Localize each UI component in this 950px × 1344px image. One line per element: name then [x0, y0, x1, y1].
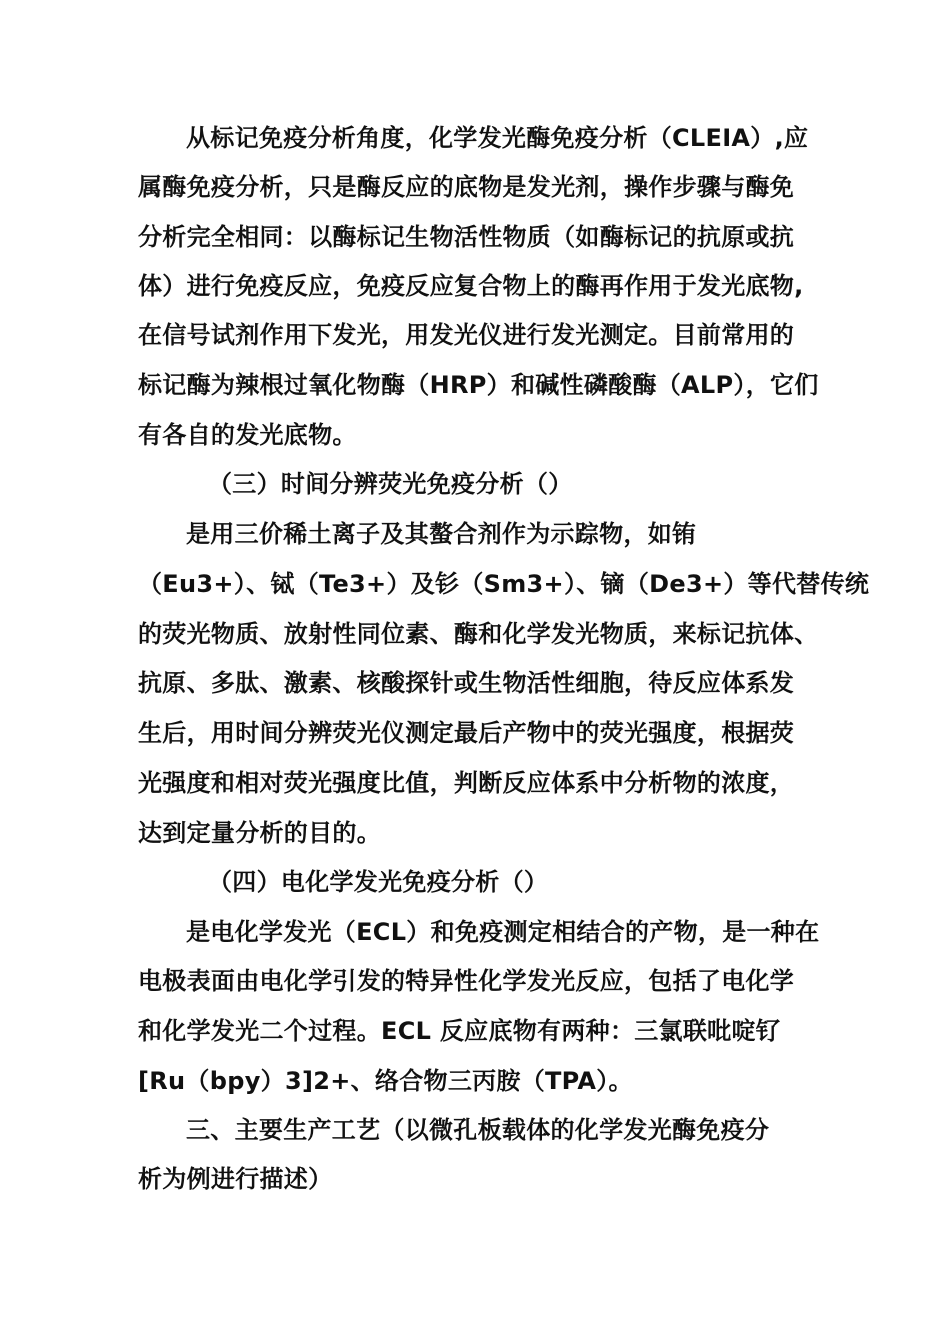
section-heading: （三）时间分辨荧光免疫分析（）	[208, 470, 573, 498]
paragraph-line: 在信号试剂作用下发光，用发光仪进行发光测定。目前常用的	[138, 321, 795, 349]
paragraph-line: 的荧光物质、放射性同位素、酶和化学发光物质，来标记抗体、	[138, 620, 819, 648]
paragraph-line: 分析完全相同：以酶标记生物活性物质（如酶标记的抗原或抗	[138, 223, 795, 251]
paragraph-line: 抗原、多肽、激素、核酸探针或生物活性细胞，待反应体系发	[138, 669, 795, 697]
paragraph-line: 体）进行免疫反应，免疫反应复合物上的酶再作用于发光底物,	[138, 272, 804, 300]
paragraph-line: 和化学发光二个过程。ECL 反应底物有两种：三氯联吡啶钌	[138, 1017, 781, 1045]
paragraph-line: 标记酶为辣根过氧化物酶（HRP）和碱性磷酸酶（ALP），它们	[138, 371, 819, 399]
section-heading: 三、主要生产工艺（以微孔板载体的化学发光酶免疫分	[186, 1116, 770, 1144]
paragraph-line: 光强度和相对荧光强度比值，判断反应体系中分析物的浓度，	[138, 769, 795, 797]
paragraph-line: [Ru（bpy）3]2+、络合物三丙胺（TPA）。	[138, 1067, 633, 1095]
paragraph-line: 有各自的发光底物。	[138, 421, 357, 449]
paragraph-line: 是电化学发光（ECL）和免疫测定相结合的产物，是一种在	[186, 918, 820, 946]
paragraph-line: 析为例进行描述）	[138, 1165, 333, 1193]
paragraph-line: 生后，用时间分辨荧光仪测定最后产物中的荧光强度，根据荧	[138, 719, 795, 747]
paragraph-line: （Eu3+）、铽（Te3+）及钐（Sm3+）、镝（De3+）等代替传统	[138, 570, 870, 598]
section-heading: （四）电化学发光免疫分析（）	[208, 868, 549, 896]
paragraph-line: 从标记免疫分析角度，化学发光酶免疫分析（CLEIA）,应	[186, 124, 809, 152]
paragraph-line: 电极表面由电化学引发的特异性化学发光反应，包括了电化学	[138, 967, 795, 995]
paragraph-line: 达到定量分析的目的。	[138, 819, 381, 847]
paragraph-line: 属酶免疫分析，只是酶反应的底物是发光剂，操作步骤与酶免	[138, 173, 795, 201]
paragraph-line: 是用三价稀土离子及其螯合剂作为示踪物，如铕	[186, 520, 697, 548]
